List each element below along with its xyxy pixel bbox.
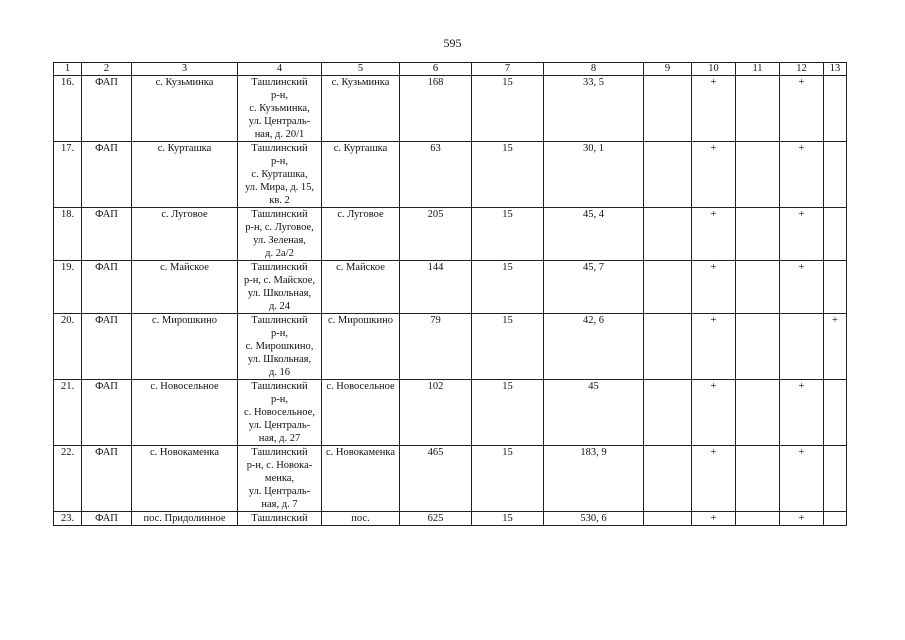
address-line: Ташлинский [251,381,308,392]
mark-cell [824,512,847,526]
facility-name-cell: с. Луговое [132,208,238,261]
value-cell: 15 [472,446,544,512]
mark-cell: + [692,76,736,142]
mark-cell [824,261,847,314]
address-line: р-н, [271,156,288,167]
column-header: 6 [400,63,472,76]
mark-cell [736,208,780,261]
value-cell: 63 [400,142,472,208]
facility-type-cell: ФАП [82,446,132,512]
address-line: ная, д. 7 [261,499,298,510]
mark-cell: + [780,142,824,208]
mark-cell: + [692,380,736,446]
address-line: ул. Школьная, [247,288,312,299]
mark-cell [824,208,847,261]
table-body [54,76,847,526]
mark-cell: + [780,446,824,512]
row-number-cell: 18. [54,208,82,261]
page-number: 595 [443,36,462,50]
mark-cell: + [692,142,736,208]
table-row [54,512,847,526]
facility-type-cell: ФАП [82,76,132,142]
address-line: р-н, [271,90,288,101]
address-line: д. 16 [268,367,291,378]
address-cell [238,76,322,142]
value-cell: 15 [472,208,544,261]
column-header: 1 [54,63,82,76]
mark-cell [736,512,780,526]
column-header: 9 [644,63,692,76]
row-number-cell: 23. [54,512,82,526]
address-cell [238,142,322,208]
address-cell [238,512,322,526]
address-line: ная, д. 20/1 [254,129,305,140]
table-row [54,76,847,142]
facility-type-cell: ФАП [82,261,132,314]
mark-cell: + [692,512,736,526]
value-cell: 102 [400,380,472,446]
address-line: Ташлинский [251,143,308,154]
settlement-cell: с. Новосельное [322,380,400,446]
value-cell: 15 [472,314,544,380]
row-number-cell: 19. [54,261,82,314]
settlement-cell: с. Луговое [322,208,400,261]
column-header: 5 [322,63,400,76]
column-number-row [54,63,847,76]
address-line: д. 24 [268,301,291,312]
value-cell [644,314,692,380]
value-cell [644,261,692,314]
mark-cell [736,446,780,512]
address-line: ул. Школьная, [247,354,312,365]
table-row [54,380,847,446]
address-line: Ташлинский [251,209,308,220]
value-cell: 79 [400,314,472,380]
settlement-cell: с. Майское [322,261,400,314]
address-line: ул. Централь- [248,486,311,497]
address-cell [238,380,322,446]
column-header: 3 [132,63,238,76]
address-line: ул. Зеленая, [253,235,306,246]
value-cell: 465 [400,446,472,512]
value-cell [644,512,692,526]
address-line: р-н, [271,394,288,405]
facility-name-cell: с. Мирошкино [132,314,238,380]
table-row [54,208,847,261]
area-cell: 30, 1 [544,142,644,208]
address-line: ул. Централь- [248,116,311,127]
mark-cell [824,380,847,446]
value-cell: 15 [472,380,544,446]
value-cell: 15 [472,76,544,142]
column-header: 11 [736,63,780,76]
settlement-cell: с. Курташка [322,142,400,208]
mark-cell [824,76,847,142]
address-line: Ташлинский [251,77,308,88]
facility-name-cell: с. Майское [132,261,238,314]
area-cell: 33, 5 [544,76,644,142]
mark-cell: + [780,261,824,314]
value-cell: 168 [400,76,472,142]
column-header: 2 [82,63,132,76]
area-cell: 45 [544,380,644,446]
facility-type-cell: ФАП [82,314,132,380]
address-line: Ташлинский [251,513,308,524]
facility-name-cell: с. Новокаменка [132,446,238,512]
area-cell: 530, 6 [544,512,644,526]
facility-name-cell: с. Курташка [132,142,238,208]
mark-cell: + [692,314,736,380]
value-cell [644,208,692,261]
mark-cell [736,314,780,380]
row-number-cell: 20. [54,314,82,380]
address-line: р-н, с. Новока- [246,460,313,471]
address-line: с. Новосельное, [244,407,315,418]
mark-cell: + [824,314,847,380]
address-line: р-н, с. Майское, [243,275,316,286]
facility-name-cell: с. Новосельное [132,380,238,446]
address-cell [238,314,322,380]
value-cell [644,380,692,446]
address-line: р-н, [271,328,288,339]
address-line: с. Мирошкино, [245,341,314,352]
facility-name-cell: с. Кузьминка [132,76,238,142]
settlement-cell: пос. [322,512,400,526]
address-line: ная, д. 27 [258,433,301,444]
address-cell [238,261,322,314]
row-number-cell: 16. [54,76,82,142]
mark-cell: + [692,446,736,512]
mark-cell: + [692,208,736,261]
mark-cell: + [780,380,824,446]
mark-cell [736,142,780,208]
area-cell: 42, 6 [544,314,644,380]
table-row [54,446,847,512]
area-cell: 45, 7 [544,261,644,314]
mark-cell [736,76,780,142]
address-line: менка, [264,473,295,484]
value-cell: 625 [400,512,472,526]
facility-type-cell: ФАП [82,208,132,261]
facility-name-cell: пос. Придолинное [132,512,238,526]
address-line: кв. 2 [269,195,290,206]
mark-cell [736,380,780,446]
settlement-cell: с. Новокаменка [322,446,400,512]
mark-cell: + [692,261,736,314]
table-row [54,314,847,380]
column-header: 7 [472,63,544,76]
column-header: 13 [824,63,847,76]
address-line: с. Кузьминка, [249,103,310,114]
area-cell: 183, 9 [544,446,644,512]
row-number-cell: 17. [54,142,82,208]
facility-type-cell: ФАП [82,512,132,526]
value-cell [644,142,692,208]
address-line: ул. Мира, д. 15, [244,182,315,193]
value-cell: 15 [472,261,544,314]
address-line: ул. Централь- [248,420,311,431]
mark-cell: + [780,208,824,261]
mark-cell: + [780,512,824,526]
facilities-table [53,62,847,526]
column-header: 4 [238,63,322,76]
address-line: с. Курташка, [251,169,308,180]
mark-cell [824,142,847,208]
address-line: Ташлинский [251,262,308,273]
value-cell: 15 [472,512,544,526]
value-cell [644,76,692,142]
column-header: 8 [544,63,644,76]
row-number-cell: 22. [54,446,82,512]
address-line: Ташлинский [251,315,308,326]
mark-cell [736,261,780,314]
facility-type-cell: ФАП [82,142,132,208]
column-header: 12 [780,63,824,76]
mark-cell [824,446,847,512]
facility-type-cell: ФАП [82,380,132,446]
value-cell: 15 [472,142,544,208]
table-row [54,142,847,208]
value-cell: 144 [400,261,472,314]
mark-cell: + [780,76,824,142]
settlement-cell: с. Кузьминка [322,76,400,142]
column-header: 10 [692,63,736,76]
address-line: р-н, с. Луговое, [245,222,314,233]
table-row [54,261,847,314]
area-cell: 45, 4 [544,208,644,261]
address-line: Ташлинский [251,447,308,458]
value-cell: 205 [400,208,472,261]
value-cell [644,446,692,512]
address-cell [238,446,322,512]
mark-cell [780,314,824,380]
row-number-cell: 21. [54,380,82,446]
address-line: д. 2а/2 [265,248,294,259]
address-cell [238,208,322,261]
settlement-cell: с. Мирошкино [322,314,400,380]
